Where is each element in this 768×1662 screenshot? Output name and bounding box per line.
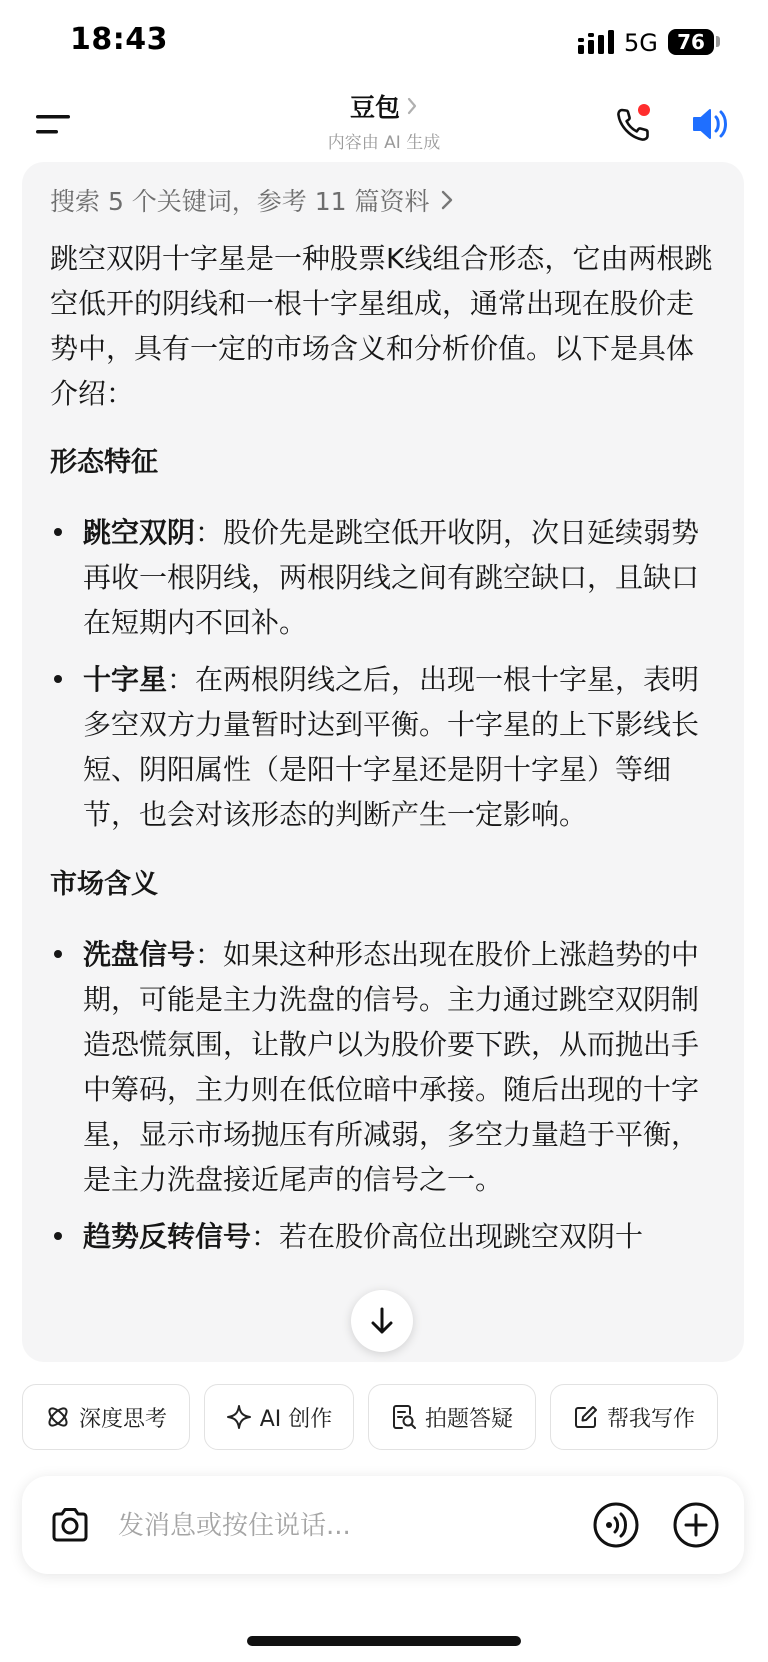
bullet-term: 趋势反转信号 bbox=[83, 1220, 252, 1253]
chevron-right-icon bbox=[406, 97, 418, 115]
status-time: 18:43 bbox=[70, 22, 168, 57]
atom-icon bbox=[45, 1404, 71, 1430]
ai-generated-note: 内容由 AI 生成 bbox=[327, 133, 441, 153]
bullet-term: 十字星 bbox=[83, 663, 168, 696]
ai-message-card bbox=[22, 162, 744, 1362]
chat-title-button[interactable] bbox=[350, 88, 418, 124]
quick-action-label: 拍题答疑 bbox=[424, 1406, 513, 1432]
phone-call-icon[interactable] bbox=[612, 102, 656, 146]
list-item bbox=[50, 932, 718, 1202]
quick-action-label: 帮我写作 bbox=[606, 1406, 695, 1432]
sparkle-icon bbox=[226, 1404, 252, 1430]
list-item bbox=[50, 657, 718, 837]
message-input[interactable] bbox=[118, 1504, 558, 1548]
message-content bbox=[50, 236, 718, 1284]
voice-call-icon[interactable] bbox=[592, 1501, 640, 1549]
search-references-link[interactable] bbox=[50, 182, 454, 218]
bullet-list bbox=[50, 932, 718, 1259]
network-type: 5G bbox=[624, 29, 658, 57]
intro-paragraph: 跳空双阴十字星是一种股票K线组合形态，它由两根跳空低开的阴线和一根十字星组成，通常出现在股价走势中，具有一定的市场含义和分析价值。以下是具体介绍： bbox=[50, 242, 713, 410]
section-heading: 形态特征 bbox=[50, 447, 158, 478]
section-heading: 市场含义 bbox=[50, 869, 158, 900]
bullet-text: ：若在股价高位出现跳空双阴十 bbox=[251, 1220, 644, 1253]
message-composer bbox=[22, 1476, 744, 1574]
camera-icon[interactable] bbox=[48, 1503, 92, 1547]
speaker-icon[interactable] bbox=[690, 102, 734, 146]
quick-action-label: AI 创作 bbox=[259, 1406, 333, 1432]
bullet-text: ：股价先是跳空低开收阴，次日延续弱势再收一根阴线，两根阴线之间有跳空缺口，且缺口在短期内不回补。 bbox=[83, 516, 700, 639]
search-doc-icon bbox=[391, 1404, 417, 1430]
ai-create-button[interactable] bbox=[204, 1384, 354, 1450]
page-title: 豆包 bbox=[349, 93, 400, 122]
bullet-list bbox=[50, 510, 718, 837]
chevron-right-icon bbox=[440, 189, 454, 211]
bullet-text: ：在两根阴线之后，出现一根十字星，表明多空双方力量暂时达到平衡。十字星的上下影线长短、阴阳属性（是阳十字星还是阴十字星）等细节，也会对该形态的判断产生一定影响。 bbox=[83, 663, 700, 831]
status-bar bbox=[0, 0, 768, 86]
chat-header bbox=[0, 86, 768, 162]
bullet-term: 洗盘信号 bbox=[83, 938, 196, 971]
menu-icon[interactable] bbox=[34, 110, 74, 138]
notification-dot bbox=[638, 104, 650, 116]
quick-action-label: 深度思考 bbox=[78, 1406, 167, 1432]
search-references-text: 搜索 5 个关键词，参考 11 篇资料 bbox=[50, 187, 430, 216]
battery-level: 76 bbox=[668, 29, 714, 55]
list-item bbox=[50, 510, 718, 645]
help-write-button[interactable] bbox=[550, 1384, 718, 1450]
home-indicator bbox=[247, 1636, 521, 1646]
arrow-down-icon bbox=[369, 1306, 395, 1336]
edit-icon bbox=[573, 1404, 599, 1430]
cellular-signal-icon bbox=[578, 30, 616, 54]
photo-question-button[interactable] bbox=[368, 1384, 536, 1450]
bullet-term: 跳空双阴 bbox=[83, 516, 196, 549]
list-item bbox=[50, 1214, 718, 1259]
deep-think-button[interactable] bbox=[22, 1384, 190, 1450]
scroll-to-bottom-button[interactable] bbox=[351, 1290, 413, 1352]
plus-icon[interactable] bbox=[672, 1501, 720, 1549]
quick-actions-bar bbox=[0, 1362, 768, 1472]
bullet-text: ：如果这种形态出现在股价上涨趋势的中期，可能是主力洗盘的信号。主力通过跳空双阴制造恐慌氛围，让散户以为股价要下跌，从而抛出手中筹码，主力则在低位暗中承接。随后出现的十字星，显示市场抛压有所减弱，多空力量趋于平衡，是主力洗盘接近尾声的信号之一。 bbox=[83, 938, 700, 1196]
battery-tip bbox=[716, 36, 720, 47]
